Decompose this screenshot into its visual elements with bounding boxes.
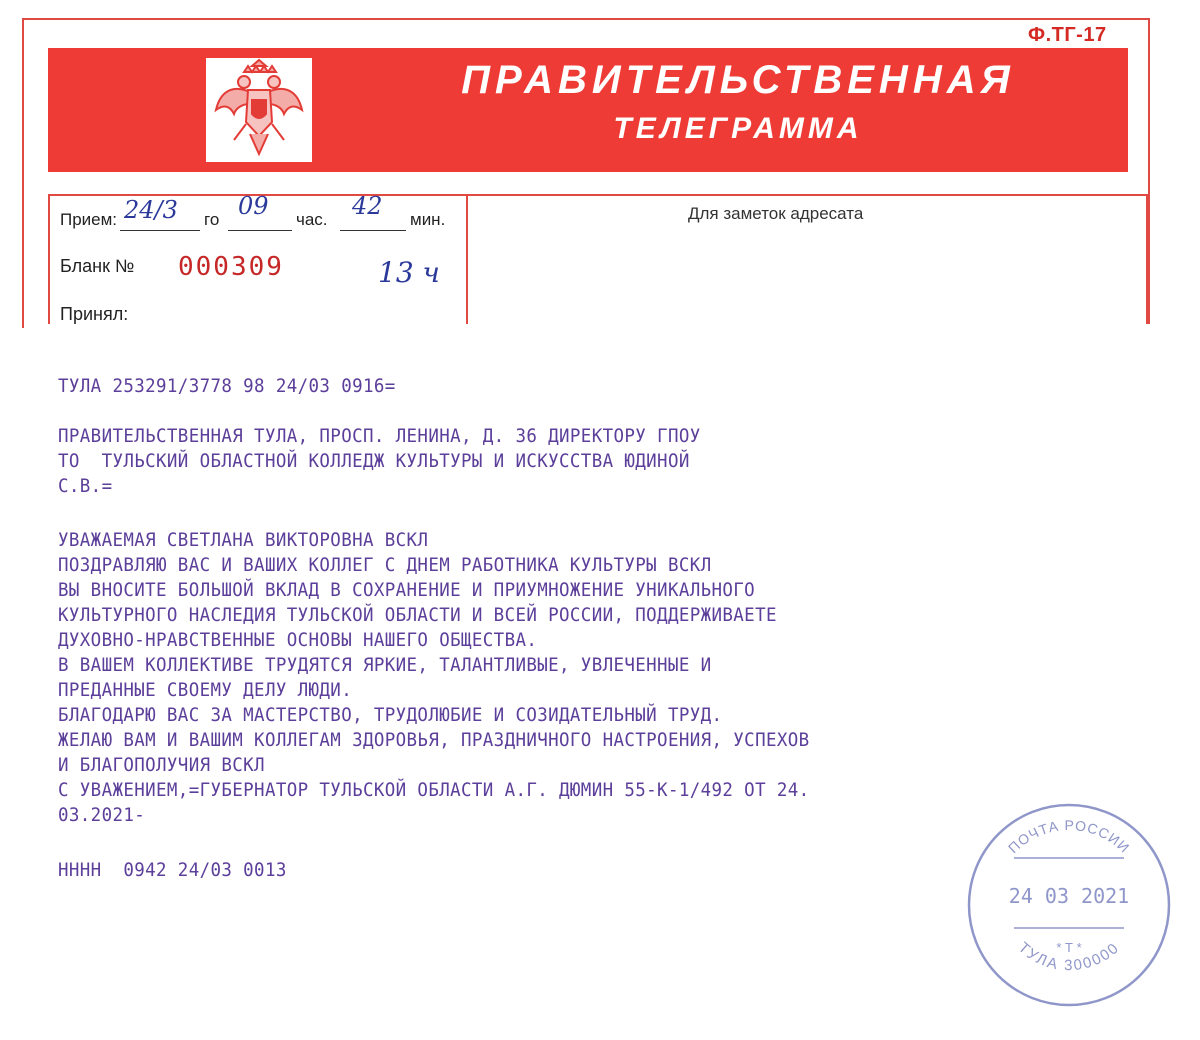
handwritten-note: 13 ч <box>378 256 440 289</box>
accepted-label: Принял: <box>60 304 129 324</box>
body-line: ПРЕДАННЫЕ СВОЕМУ ДЕЛУ ЛЮДИ. <box>58 679 353 701</box>
reception-hour-value: 09 <box>238 192 269 220</box>
reception-day-line <box>120 230 200 231</box>
stamp-top-text: ПОЧТА РОССИИ <box>1004 816 1134 857</box>
reception-label: Прием: <box>60 210 118 229</box>
minute-label: мин. <box>410 210 446 229</box>
body-line: УВАЖАЕМАЯ СВЕТЛАНА ВИКТОРОВНА ВСКЛ <box>58 529 429 551</box>
address-line: ТО ТУЛЬСКИЙ ОБЛАСТНОЙ КОЛЛЕДЖ КУЛЬТУРЫ И ИСКУССТВА ЮДИНОЙ <box>58 450 690 472</box>
header-banner <box>48 48 1128 172</box>
body-line: ДУХОВНО-НРАВСТВЕННЫЕ ОСНОВЫ НАШЕГО ОБЩЕСТВА. <box>58 629 538 651</box>
post-office-stamp <box>964 800 1174 1010</box>
telegram-header: ТУЛА 253291/3778 98 24/03 0916= <box>58 375 396 397</box>
body-line: БЛАГОДАРЮ ВАС ЗА МАСТЕРСТВО, ТРУДОЛЮБИЕ И СОЗИДАТЕЛЬНЫЙ ТРУД. <box>58 704 723 726</box>
banner-title: ПРАВИТЕЛЬСТВЕННАЯ <box>461 58 1015 102</box>
blank-number: 000309 <box>178 252 284 282</box>
body-line: ВЫ ВНОСИТЕ БОЛЬШОЙ ВКЛАД В СОХРАНЕНИЕ И ПРИУМНОЖЕНИЕ УНИКАЛЬНОГО <box>58 579 756 601</box>
body-line: КУЛЬТУРНОГО НАСЛЕДИЯ ТУЛЬСКОЙ ОБЛАСТИ И ВСЕЙ РОССИИ, ПОДДЕРЖИВАЕТЕ <box>58 604 777 626</box>
blank-label: Бланк № <box>60 256 135 276</box>
body-line: С УВАЖЕНИЕМ,=ГУБЕРНАТОР ТУЛЬСКОЙ ОБЛАСТИ А.Г. ДЮМИН 55-К-1/492 ОТ 24. <box>58 779 810 801</box>
reception-hour-line <box>228 230 292 231</box>
body-line: ЖЕЛАЮ ВАМ И ВАШИМ КОЛЛЕГАМ ЗДОРОВЬЯ, ПРАЗДНИЧНОГО НАСТРОЕНИЯ, УСПЕХОВ <box>58 729 810 751</box>
address-line: С.В.= <box>58 475 113 497</box>
coat-of-arms-emblem <box>206 58 312 162</box>
reception-day-value: 24/3 <box>124 196 178 224</box>
double-headed-eagle-icon <box>206 58 312 162</box>
stamp-date: 24 03 2021 <box>1008 884 1130 908</box>
notes-label: Для заметок адресата <box>688 204 864 223</box>
body-line: И БЛАГОПОЛУЧИЯ ВСКЛ <box>58 754 265 776</box>
reception-minute-value: 42 <box>352 192 383 220</box>
body-line: ПОЗДРАВЛЯЮ ВАС И ВАШИХ КОЛЛЕГ С ДНЕМ РАБОТНИКА КУЛЬТУРЫ ВСКЛ <box>58 554 712 576</box>
banner-subtitle: ТЕЛЕГРАММА <box>613 112 863 145</box>
body-line: В ВАШЕМ КОЛЛЕКТИВЕ ТРУДЯТСЯ ЯРКИЕ, ТАЛАНТЛИВЫЕ, УВЛЕЧЕННЫЕ И <box>58 654 712 676</box>
reception-minute-line <box>340 230 406 231</box>
body-line: 03.2021- <box>58 804 146 826</box>
stamp-mark: * Т * <box>1056 940 1082 955</box>
address-line: ПРАВИТЕЛЬСТВЕННАЯ ТУЛА, ПРОСП. ЛЕНИНА, Д. 36 ДИРЕКТОРУ ГПОУ <box>58 425 701 447</box>
hour-label: час. <box>296 210 328 229</box>
form-code: Ф.ТГ-17 <box>1028 24 1107 46</box>
go-label: го <box>204 210 220 229</box>
stamp-bottom-text: ТУЛА 300000 <box>1014 938 1124 975</box>
telegram-footer: НННН 0942 24/03 0013 <box>58 859 287 881</box>
